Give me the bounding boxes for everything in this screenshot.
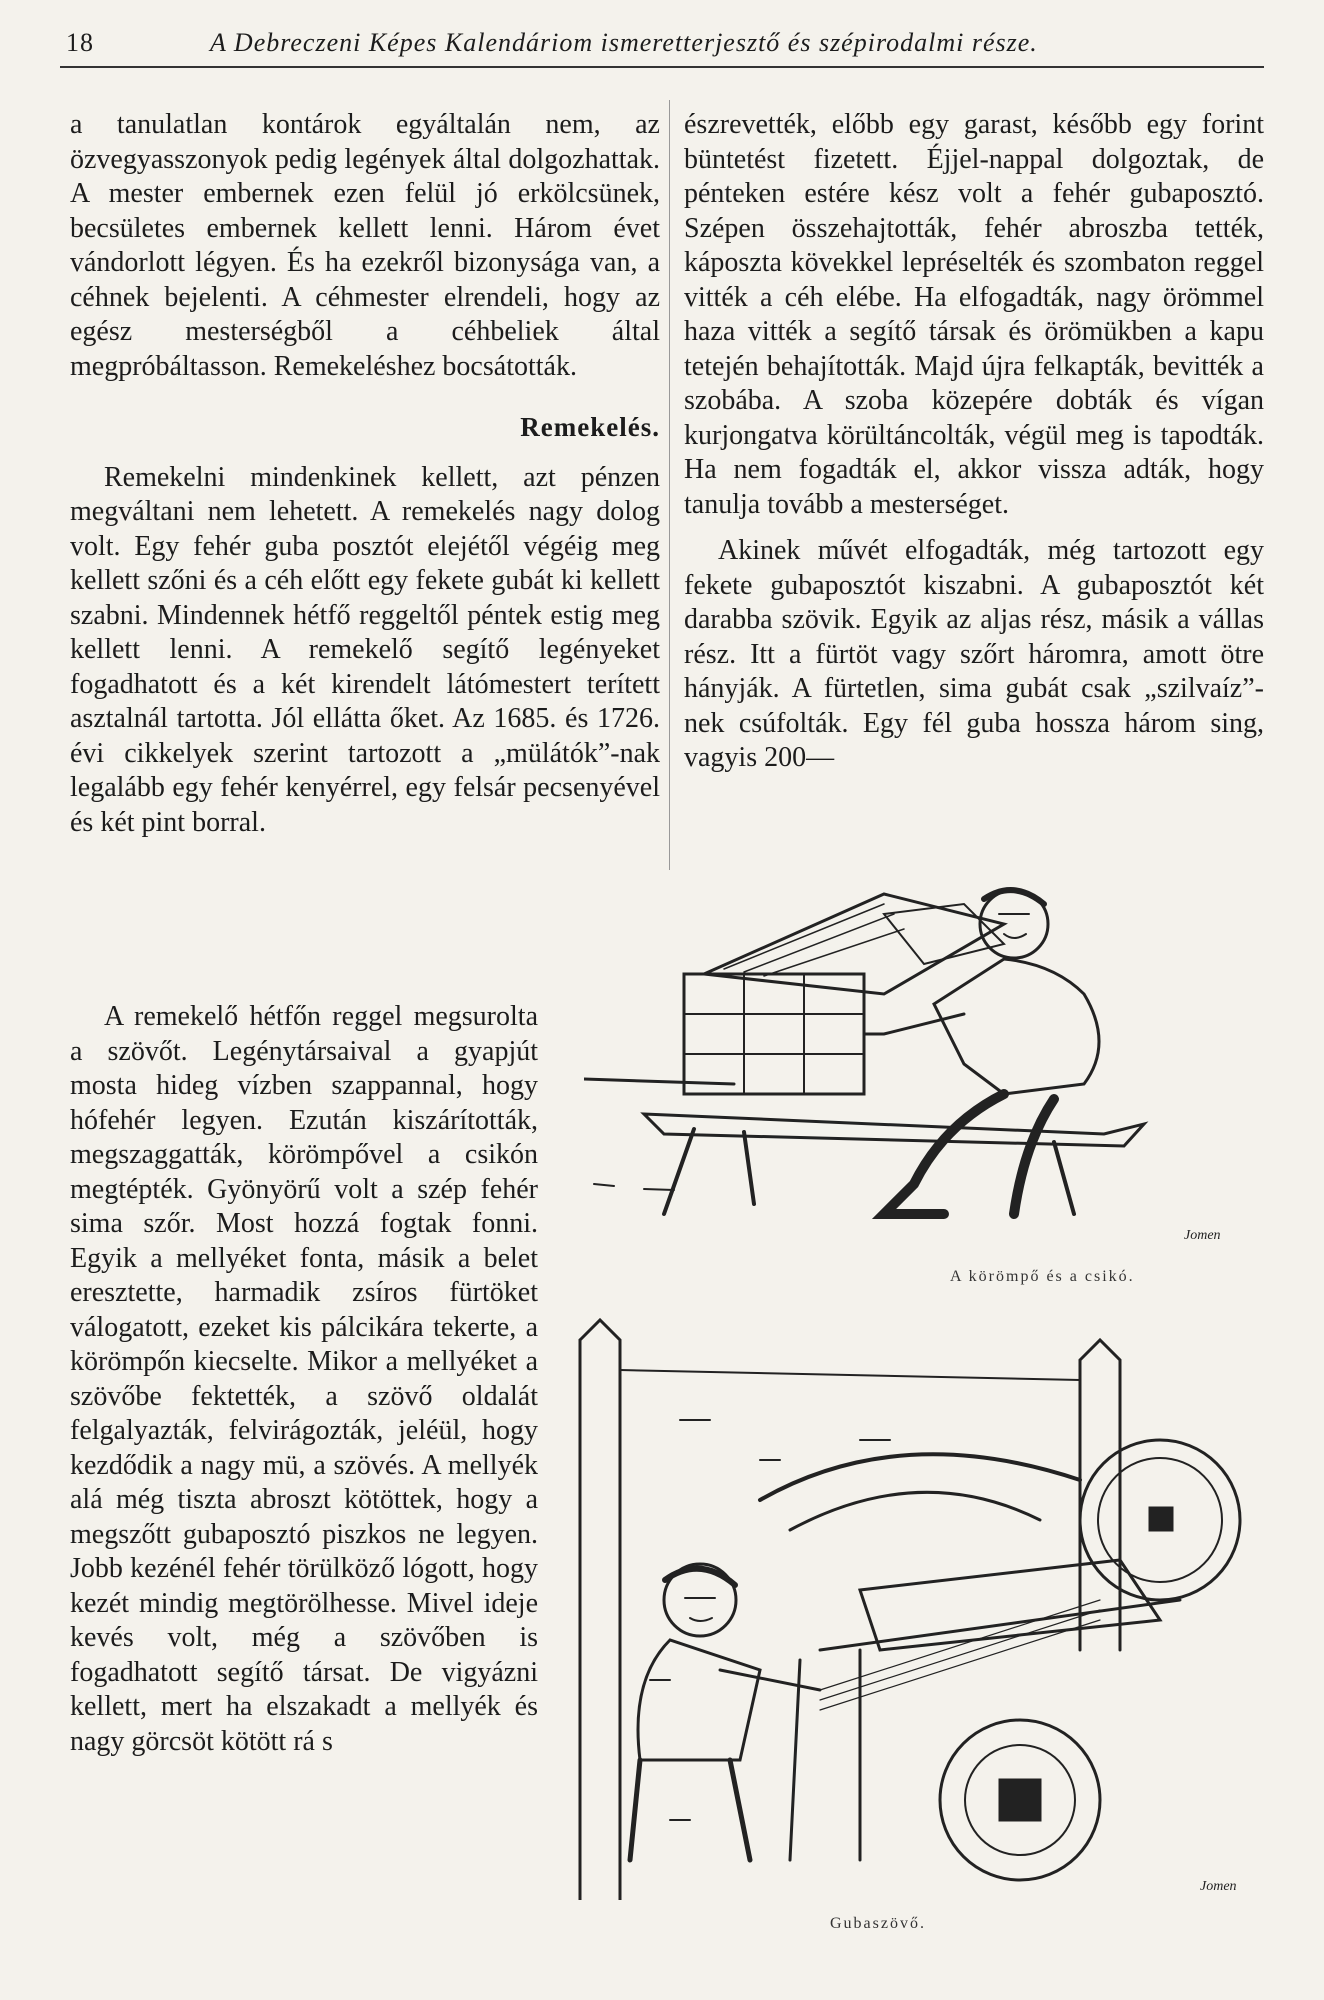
column-divider <box>669 100 670 870</box>
left-paragraph-1: a tanulatlan kontárok egyáltalán nem, az özvegyasszonyok pedig legények által dolgozhattak. A mester embernek ezen felül jó erkölcsünek, becsületes embernek kellett lenni. Három évet vándorlott légyen. És ha ezekről bizonysága van, a céhnek bejelenti. A céhmester elrendeli, hogy az egész mesterségből a céhbeliek által megpróbáltasson. Remekeléshez bocsátották. <box>70 109 660 382</box>
right-paragraph-2: Akinek művét elfogadták, még tartozott egy fekete gubaposztót kiszabni. A gubaposztót két darabba szövik. Egyik az aljas rész, másik a vállas rész. Itt a fürtöt vagy szőrt háromra, amott ötre hányják. A fürtetlen, sima gubát csak „szilvaíz”-nek csúfolták. Egy fél guba hossza három sing, vagyis 200— <box>684 535 1264 773</box>
fig1-signature: Jomen <box>1184 1228 1221 1243</box>
figure-loom <box>560 1300 1280 1900</box>
page-number: 18 <box>66 28 94 57</box>
fig1-caption: A körömpő és a csikó. <box>950 1268 1135 1285</box>
section-title: Remekelés. <box>520 412 660 442</box>
right-paragraph-1: észrevették, előbb egy garast, később egy forint büntetést fizetett. Éjjel-nappal dolgoztak, de pénteken estére kész volt a fehér gubaposztó. Szépen összehajtották, fehér abroszba tették, káposzta kövekkel lepréselték és szombaton reggel vitték a céh elébe. Ha elfogadták, nagy örömmel haza vitték a segítő társak és örömükben a kapu tetején behajították. Majd újra felkapták, bevitték a szobába. A szoba közepére dobták és vígan kurjongatva körültáncolták, végül meg is tapodták. Ha nem fogadták el, akkor vissza adták, hogy tanulja tovább a mesterséget. <box>684 109 1264 520</box>
left-column-bottom <box>70 1000 538 1759</box>
carding-bench-illustration <box>584 884 1284 1254</box>
right-column <box>684 108 1264 776</box>
running-title: A Debreczeni Képes Kalendáriom ismeretterjesztő és szépirodalmi része. <box>210 28 1038 57</box>
figure-carding-bench <box>584 884 1284 1254</box>
fig2-caption: Gubaszövő. <box>830 1915 926 1932</box>
fig2-signature: Jomen <box>1200 1879 1237 1894</box>
loom-illustration <box>560 1300 1280 1900</box>
left-column-top <box>70 108 660 840</box>
left-paragraph-3: A remekelő hétfőn reggel megsurolta a szövőt. Legénytársaival a gyapjút mosta hideg vízben szappannal, hogy hófehér legyen. Ezután kiszárították, megszaggatták, körömpővel a csikón megtépték. Gyönyörű volt a szép fehér sima szőr. Most hozzá fogtak fonni. Egyik a mellyéket fonta, másik a belet eresztette, harmadik zsíros fürtöket válogatott, ezeket kis pálcikára tekerte, a körömpőn kiecselte. Mikor a mellyéket a szövőbe fektették, a szövő oldalát felgalyazták, felvirágozták, jeléül, hogy kezdődik a nagy mü, a szövés. A mellyék alá még tiszta abroszt kötöttek, hogy a megszőtt gubaposztó piszkos ne legyen. Jobb kezénél fehér törülköző lógott, hogy kezét mindig megtörölhesse. Mivel ideje kevés volt, még a szövőben is fogadhatott segítő társat. De vigyázni kellett, mert ha elszakadt a mellyék és nagy görcsöt kötött rá s <box>70 1001 538 1757</box>
page-header <box>60 22 1264 68</box>
left-paragraph-2: Remekelni mindenkinek kellett, azt pénzen megváltani nem lehetett. A remekelés nagy dolog volt. Egy fehér guba posztót elejétől végéig meg kellett szőni és a céh előtt egy fekete gubát ki kellett szabni. Mindennek hétfő reggeltől péntek estig meg kellett lenni. A remekelő segítő legényeket fogadhatott és a két kirendelt látómestert terített asztalnál tartotta. Jól ellátta őket. Az 1685. és 1726. évi cikkelyek szerint tartozott a „mülátók”-nak legalább egy fehér kenyérrel, egy felsár pecsenyével és két pint borral. <box>70 461 660 838</box>
